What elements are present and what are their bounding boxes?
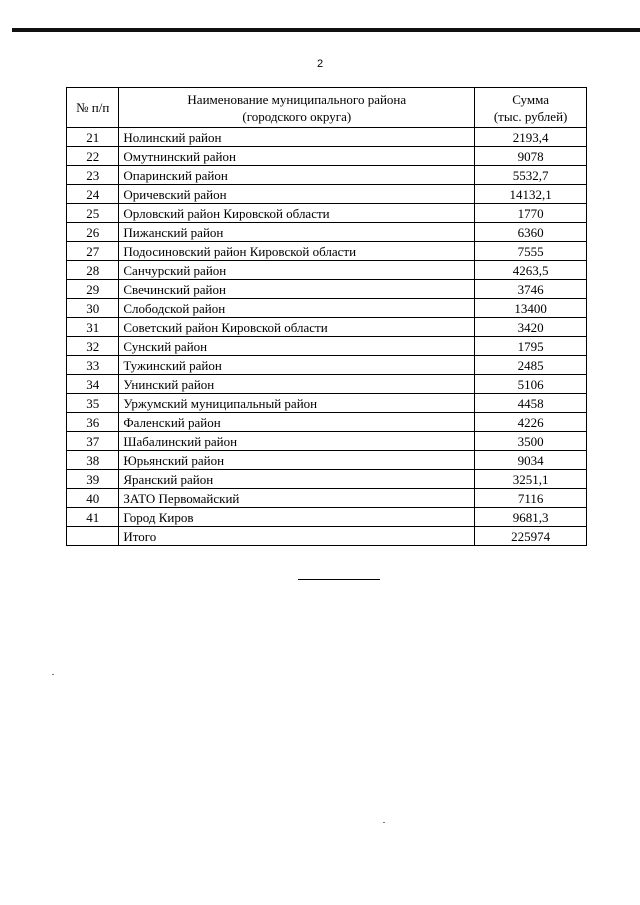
table-row (67, 432, 587, 451)
row-name: Свечинский район (119, 280, 475, 299)
total-num (67, 527, 119, 546)
table-row (67, 280, 587, 299)
row-name: Яранский район (119, 470, 475, 489)
row-name: Сунский район (119, 337, 475, 356)
row-sum: 5106 (475, 375, 587, 394)
row-num: 41 (67, 508, 119, 527)
row-num: 28 (67, 261, 119, 280)
header-sum (475, 88, 587, 128)
total-label: Итого (119, 527, 475, 546)
row-num: 36 (67, 413, 119, 432)
page-number: 2 (316, 58, 324, 70)
header-name-line1: Наименование муниципального района (187, 91, 407, 107)
row-name: Омутнинский район (119, 147, 475, 166)
row-num: 34 (67, 375, 119, 394)
row-name: Шабалинский район (119, 432, 475, 451)
scan-speck (383, 822, 385, 823)
table-row (67, 128, 587, 147)
row-num: 40 (67, 489, 119, 508)
row-name: Уржумский муниципальный район (119, 394, 475, 413)
row-name: Слободской район (119, 299, 475, 318)
row-sum: 2193,4 (475, 128, 587, 147)
table-row (67, 166, 587, 185)
total-row (67, 527, 587, 546)
row-num: 38 (67, 451, 119, 470)
row-sum: 4458 (475, 394, 587, 413)
total-sum: 225974 (475, 527, 587, 546)
row-sum: 1795 (475, 337, 587, 356)
table-row (67, 147, 587, 166)
row-name: Орловский район Кировской области (119, 204, 475, 223)
table-row (67, 318, 587, 337)
row-name: Подосиновский район Кировской области (119, 242, 475, 261)
row-name: Унинский район (119, 375, 475, 394)
row-sum: 6360 (475, 223, 587, 242)
row-name: ЗАТО Первомайский (119, 489, 475, 508)
row-name: Фаленский район (119, 413, 475, 432)
table-row (67, 223, 587, 242)
table-header-row (67, 88, 587, 128)
table-row (67, 451, 587, 470)
table-row (67, 299, 587, 318)
row-name: Тужинский район (119, 356, 475, 375)
row-sum: 13400 (475, 299, 587, 318)
row-sum: 9681,3 (475, 508, 587, 527)
row-sum: 14132,1 (475, 185, 587, 204)
table-row (67, 413, 587, 432)
row-sum: 5532,7 (475, 166, 587, 185)
row-name: Нолинский район (119, 128, 475, 147)
row-sum: 3500 (475, 432, 587, 451)
table-body (67, 128, 587, 546)
allocation-table (66, 87, 587, 546)
row-sum: 1770 (475, 204, 587, 223)
row-num: 23 (67, 166, 119, 185)
row-num: 39 (67, 470, 119, 489)
row-sum: 9034 (475, 451, 587, 470)
table-row (67, 185, 587, 204)
row-sum: 4263,5 (475, 261, 587, 280)
row-num: 30 (67, 299, 119, 318)
row-sum: 7555 (475, 242, 587, 261)
table-row (67, 394, 587, 413)
row-name: Советский район Кировской области (119, 318, 475, 337)
row-name: Пижанский район (119, 223, 475, 242)
row-name: Город Киров (119, 508, 475, 527)
row-sum: 2485 (475, 356, 587, 375)
row-name: Оричевский район (119, 185, 475, 204)
row-num: 21 (67, 128, 119, 147)
table-row (67, 356, 587, 375)
scan-speck (52, 674, 54, 675)
row-name: Юрьянский район (119, 451, 475, 470)
row-sum: 9078 (475, 147, 587, 166)
row-num: 29 (67, 280, 119, 299)
row-num: 32 (67, 337, 119, 356)
row-name: Опаринский район (119, 166, 475, 185)
row-num: 22 (67, 147, 119, 166)
row-sum: 3420 (475, 318, 587, 337)
row-sum: 4226 (475, 413, 587, 432)
table-row (67, 261, 587, 280)
row-num: 27 (67, 242, 119, 261)
table-row (67, 375, 587, 394)
header-num: № п/п (67, 88, 119, 128)
table-row (67, 489, 587, 508)
row-num: 33 (67, 356, 119, 375)
table-row (67, 337, 587, 356)
row-sum: 7116 (475, 489, 587, 508)
table-row (67, 242, 587, 261)
row-num: 25 (67, 204, 119, 223)
row-num: 31 (67, 318, 119, 337)
header-sum-line1: Сумма (512, 91, 549, 107)
row-num: 24 (67, 185, 119, 204)
row-num: 37 (67, 432, 119, 451)
header-sum-line2: (тыс. рублей) (493, 108, 568, 124)
end-of-document-rule (298, 579, 380, 580)
header-name-line2: (городского округа) (242, 108, 352, 124)
header-name (119, 88, 475, 128)
row-num: 26 (67, 223, 119, 242)
row-name: Санчурский район (119, 261, 475, 280)
row-sum: 3746 (475, 280, 587, 299)
table-row (67, 508, 587, 527)
table-row (67, 204, 587, 223)
row-num: 35 (67, 394, 119, 413)
table-row (67, 470, 587, 489)
row-sum: 3251,1 (475, 470, 587, 489)
header-rule (12, 28, 640, 32)
